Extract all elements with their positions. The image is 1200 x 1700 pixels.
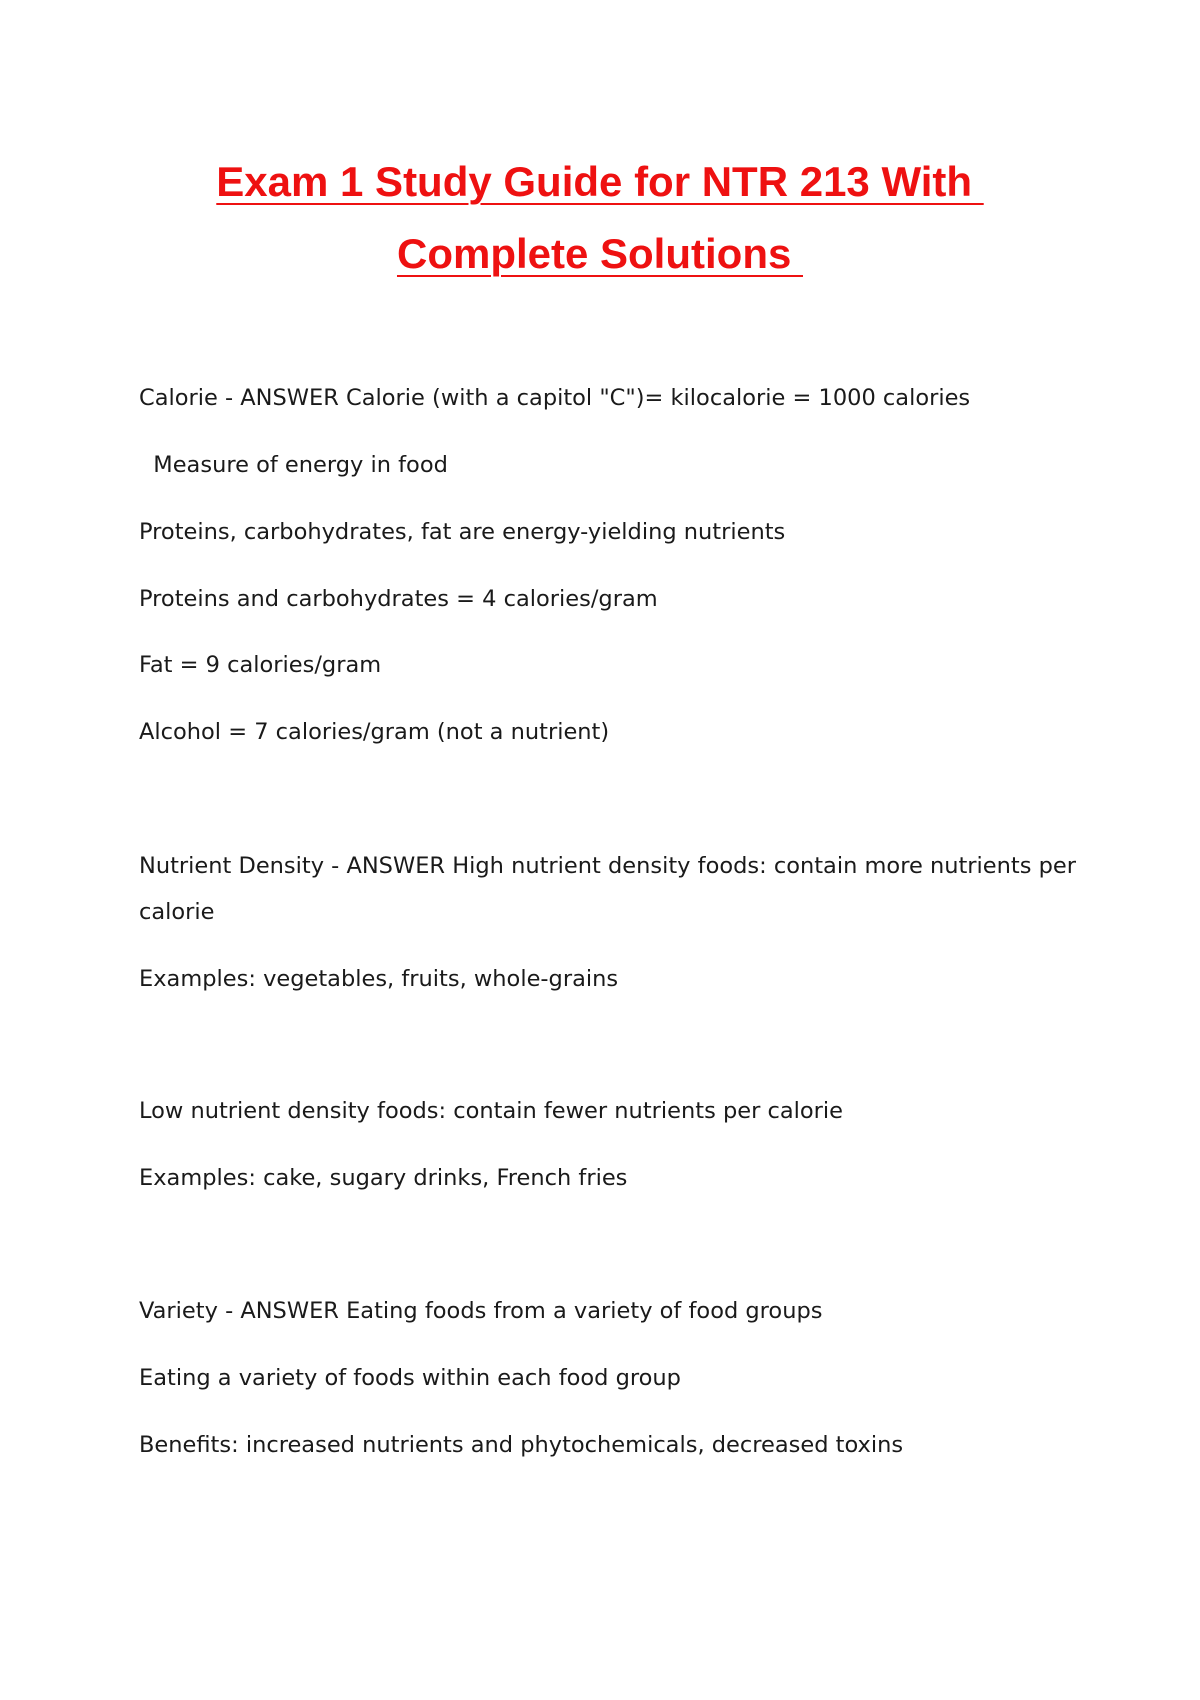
energy-yielding-nutrients: Proteins, carbohydrates, fat are energy-yielding nutrients bbox=[139, 519, 786, 545]
calorie-measure-note: Measure of energy in food bbox=[139, 452, 448, 478]
variety-benefits: Benefits: increased nutrients and phytochemicals, decreased toxins bbox=[139, 1432, 904, 1458]
alcohol-calories: Alcohol = 7 calories/gram (not a nutrient) bbox=[139, 719, 610, 745]
fat-calories: Fat = 9 calories/gram bbox=[139, 652, 382, 678]
low-density-examples: Examples: cake, sugary drinks, French fries bbox=[139, 1165, 628, 1191]
nutrient-density-definition: Nutrient Density - ANSWER High nutrient density foods: contain more nutrients per bbox=[139, 853, 1076, 879]
document-title-line-1: Exam 1 Study Guide for NTR 213 With bbox=[216, 158, 984, 205]
low-density-definition: Low nutrient density foods: contain fewer nutrients per calorie bbox=[139, 1098, 843, 1124]
nutrient-density-definition-cont: calorie bbox=[139, 899, 215, 925]
variety-within-group: Eating a variety of foods within each food group bbox=[139, 1365, 681, 1391]
calorie-definition: Calorie - ANSWER Calorie (with a capitol "C")= kilocalorie = 1000 calories bbox=[139, 385, 971, 411]
variety-definition: Variety - ANSWER Eating foods from a variety of food groups bbox=[139, 1298, 823, 1324]
protein-carb-calories: Proteins and carbohydrates = 4 calories/gram bbox=[139, 586, 658, 612]
high-density-examples: Examples: vegetables, fruits, whole-grains bbox=[139, 966, 619, 992]
document-title-line-2: Complete Solutions bbox=[396, 230, 803, 277]
